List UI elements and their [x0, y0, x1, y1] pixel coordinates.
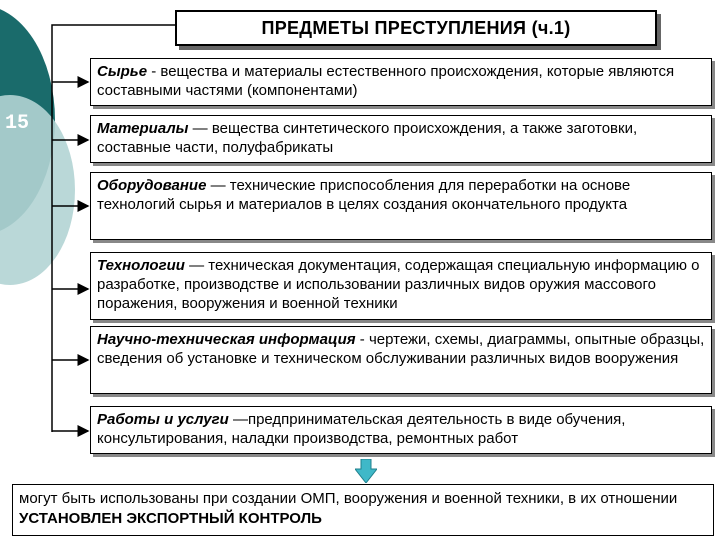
item-text: вещества синтетического происхождения, а также заготовки, составные части, полуфабрикаты [97, 120, 638, 156]
conclusion-box [12, 484, 714, 536]
conclusion-text: могут быть использованы при создании ОМП, вооружения и военной техники, в их отношении [19, 490, 678, 507]
item-term: Оборудование [97, 177, 207, 194]
item-term: Научно-техническая информация [97, 331, 356, 348]
item-equipment [90, 172, 712, 240]
item-term: Материалы [97, 120, 189, 137]
item-term: Технологии [97, 257, 185, 274]
item-separator: — [228, 411, 248, 428]
item-term: Сырье [97, 63, 148, 80]
item-scientific-info [90, 326, 712, 394]
item-separator: - [355, 331, 369, 348]
item-separator: — [188, 120, 212, 137]
item-raw-materials [90, 58, 712, 106]
item-text: предпринимательская деятельность в виде обучения, консультирования, наладки производства, ремонтных работ [97, 411, 626, 447]
down-arrow-icon [355, 459, 377, 483]
item-technologies [90, 252, 712, 320]
item-separator: - [147, 63, 161, 80]
item-materials [90, 115, 712, 163]
item-text: чертежи, схемы, диаграммы, опытные образцы, сведения об установке и техническом обслуживании различных видов вооружения [97, 331, 705, 367]
item-text: вещества и материалы естественного происхождения, которые являются составными частями (компонентами) [97, 63, 675, 99]
conclusion-emphasis: УСТАНОВЛЕН ЭКСПОРТНЫЙ КОНТРОЛЬ [19, 510, 322, 527]
slide-title: ПРЕДМЕТЫ ПРЕСТУПЛЕНИЯ (ч.1) [175, 10, 657, 46]
item-text: технические приспособления для переработки на основе технологий сырья и материалов в целях создания окончательного продукта [97, 177, 631, 213]
item-separator: — [206, 177, 230, 194]
item-term: Работы и услуги [97, 411, 229, 428]
item-text: техническая документация, содержащая специальную информацию о разработке, производстве и использовании различных видов оружия массового поражения, вооружения и военной техники [97, 257, 700, 312]
item-works-services [90, 406, 712, 454]
item-separator: — [184, 257, 209, 274]
slide-number: 15 [5, 112, 30, 135]
